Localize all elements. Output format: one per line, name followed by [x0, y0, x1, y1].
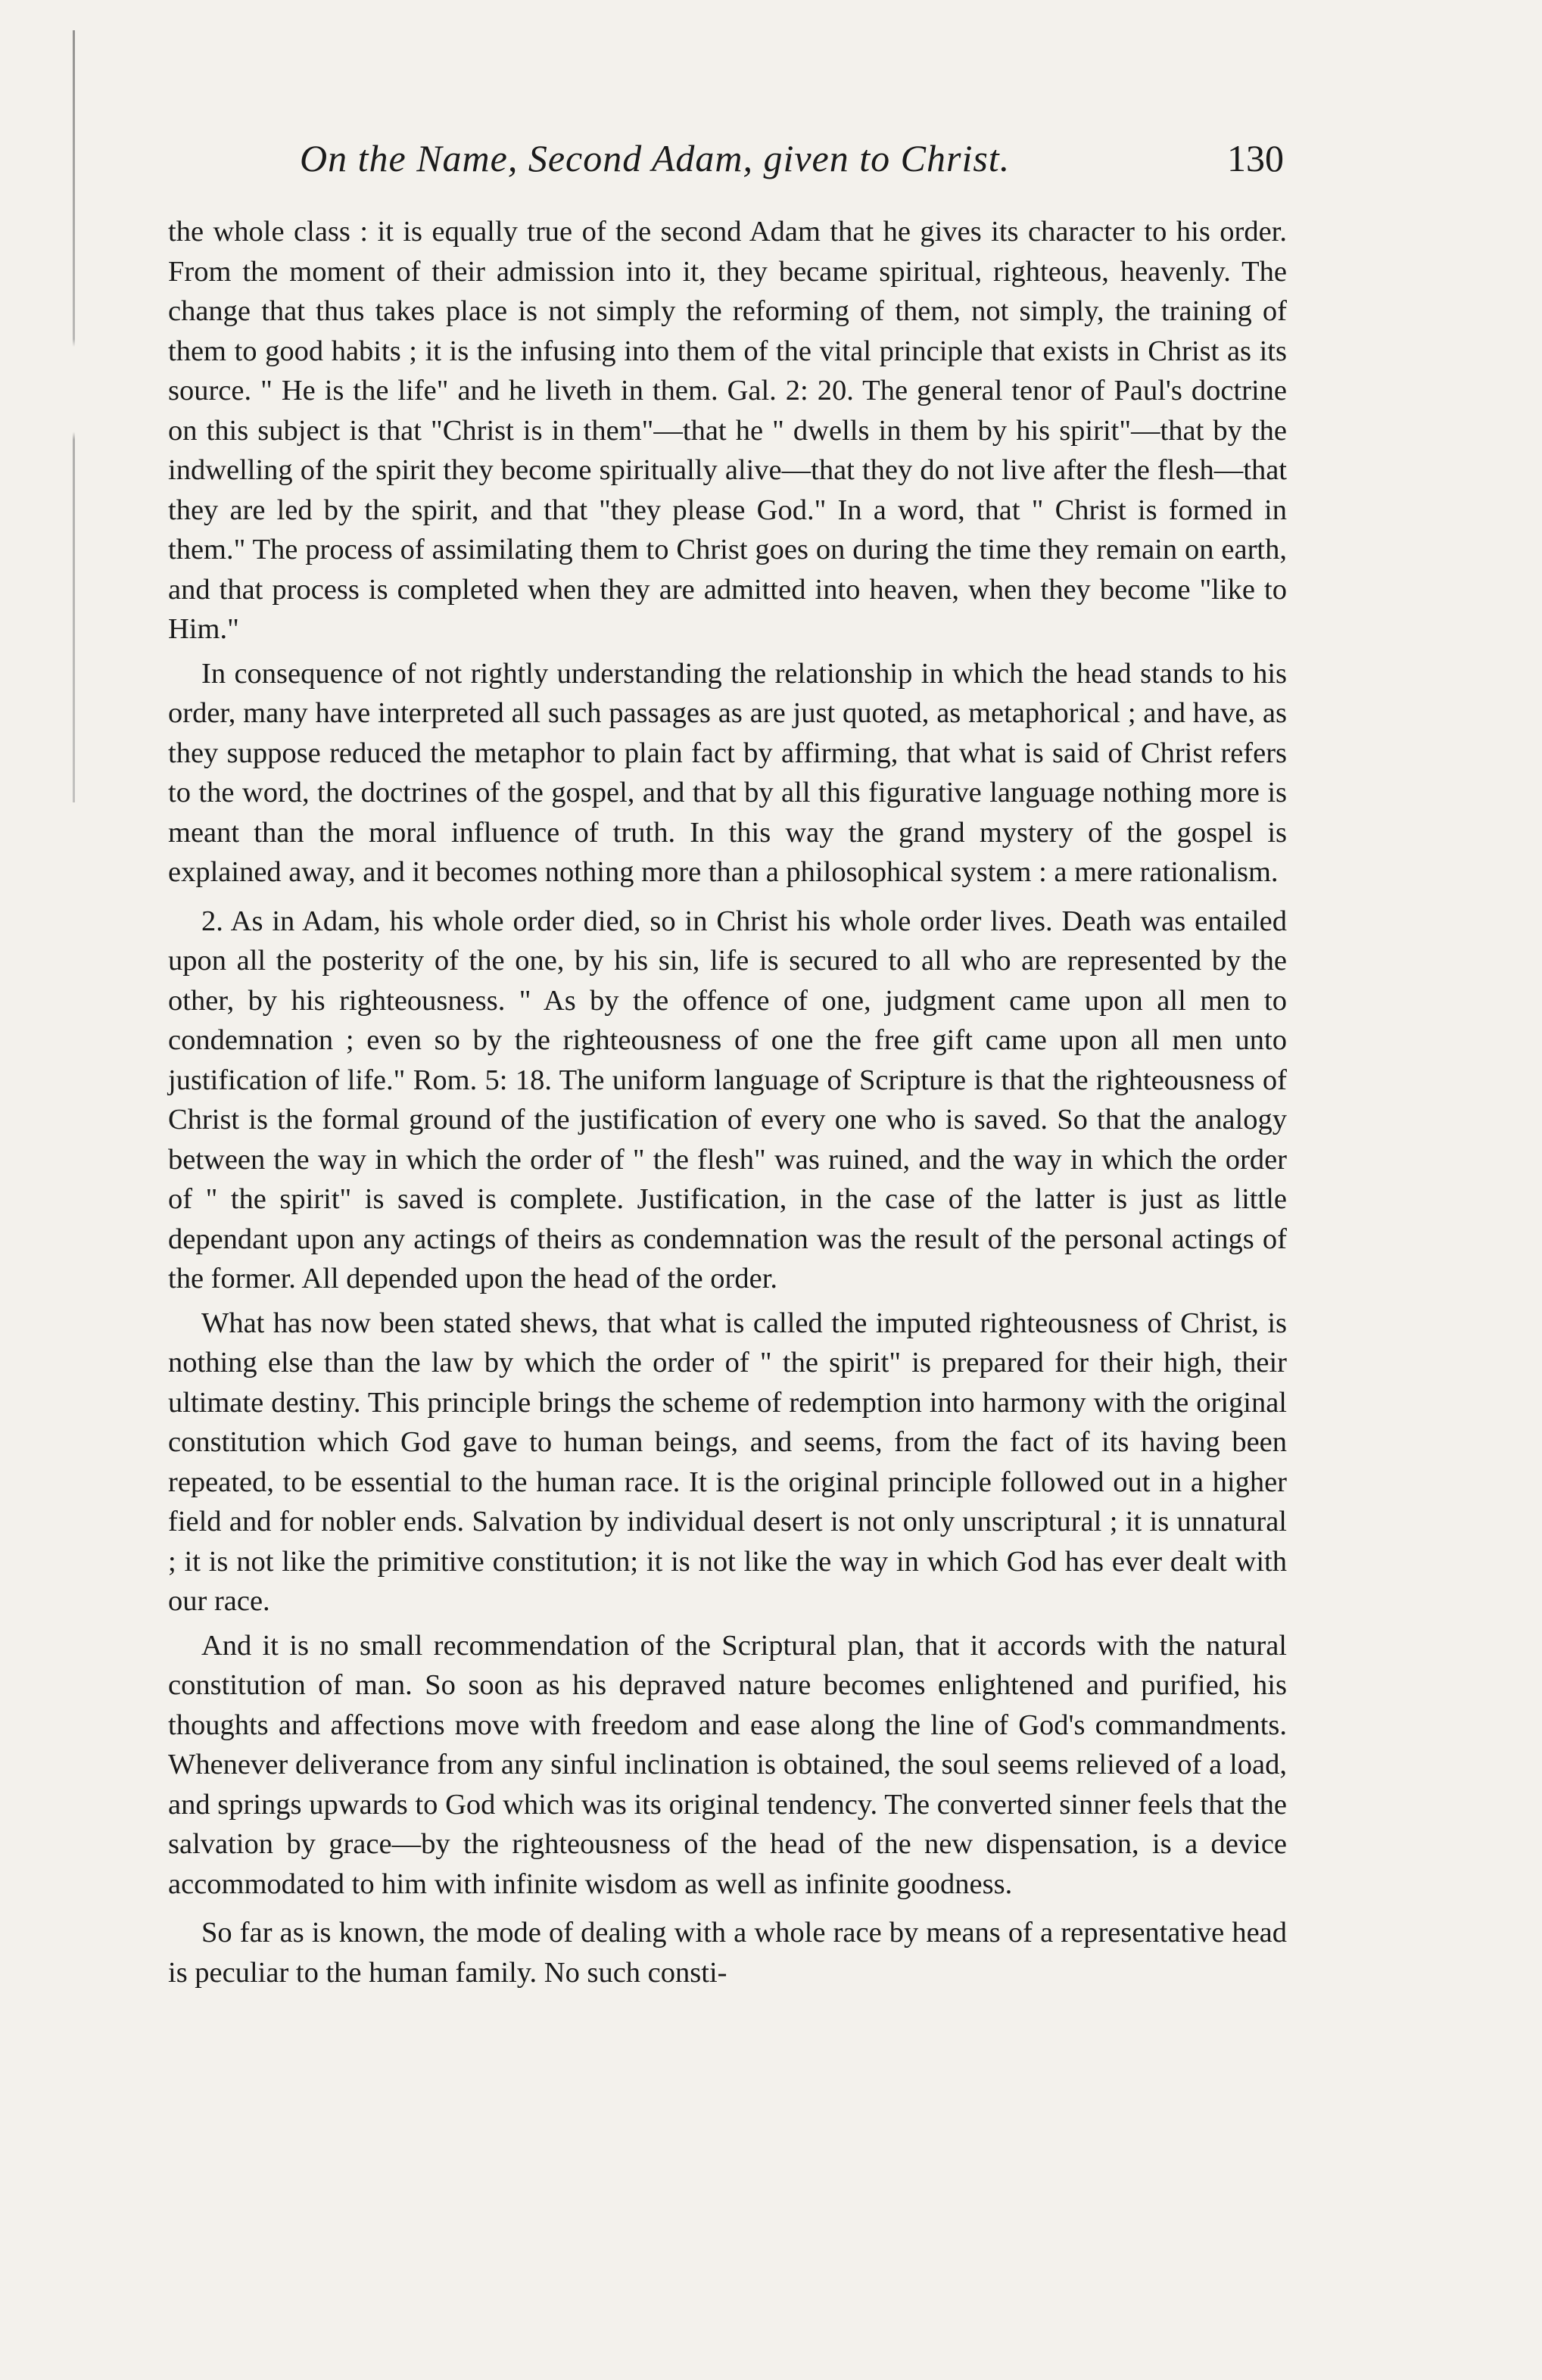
paragraph-6: So far as is known, the mode of dealing with a whole race by means of a representative head is peculiar to the human family. No such consti-	[168, 1917, 1287, 1989]
body-text	[168, 212, 1287, 1992]
paragraph-3: 2. As in Adam, his whole order died, so in Christ his whole order lives. Death was entailed upon all the posterity of the one, by his sin, life is secured to all who are represented by the other, by his righteousness. " As by the offence of one, judgment came upon all men to condemnation ; even so by the righteousness of one the free gift came upon all men unto justification of life." Rom. 5: 18. The uniform language of Scripture is that the righteousness of Christ is the formal ground of the justification of every one who is saved. So that the analogy between the way in which the order of " the flesh" was ruined, and the way in which the order of " the spirit" is saved is complete. Justification, in the case of the latter is just as little dependant upon any actings of theirs as condemnation was the result of the personal actings of the former. All depended upon the head of the order.	[168, 905, 1287, 1294]
scan-edge-mark	[73, 30, 75, 802]
paragraph-1: the whole class : it is equally true of the second Adam that he gives its character to his order. From the moment of their admission into it, they became spiritual, righteous, heavenly. The change that thus takes place is not simply the reforming of them, not simply, the training of them to good habits ; it is the infusing into them of the vital principle that exists in Christ as its source. " He is the life" and he liveth in them. Gal. 2: 20. The general tenor of Paul's doctrine on this subject is that "Christ is in them"—that he " dwells in them by his spirit"—that by the indwelling of the spirit they become spiritually alive—that they do not live after the flesh—that they are led by the spirit, and that "they please God." In a word, that " Christ is formed in them." The process of assimilating them to Christ goes on during the time they remain on earth, and that process is completed when they are admitted into heaven, when they become "like to Him."	[168, 216, 1287, 645]
paragraph-2: In consequence of not rightly understanding the relationship in which the head stands to his order, many have interpreted all such passages as are just quoted, as metaphorical ; and have, as they suppose reduced the metaphor to plain fact by affirming, that what is said of Christ refers to the word, the doctrines of the gospel, and that by all this figurative language nothing more is meant than the moral influence of truth. In this way the grand mystery of the gospel is explained away, and it becomes nothing more than a philosophical system : a mere rationalism.	[168, 657, 1287, 888]
page-header	[300, 136, 1284, 189]
page-number: 130	[1227, 137, 1284, 179]
paragraph-4: What has now been stated shews, that what is called the imputed righteousness of Christ, is nothing else than the law by which the order of " the spirit" is prepared for their high, their ultimate destiny. This principle brings the scheme of redemption into harmony with the original constitution which God gave to human beings, and seems, from the fact of its having been repeated, to be essential to the human race. It is the original principle followed out in a higher field and for nobler ends. Salvation by individual desert is not only unscriptural ; it is unnatural ; it is not like the primitive constitution; it is not like the way in which God has ever dealt with our race.	[168, 1307, 1287, 1617]
running-title: On the Name, Second Adam, given to Christ.	[300, 137, 1011, 179]
paragraph-5: And it is no small recommendation of the Scriptural plan, that it accords with the natural constitution of man. So soon as his depraved nature becomes enlightened and purified, his thoughts and affections move with freedom and ease along the line of God's commandments. Whenever deliverance from any sinful inclination is obtained, the soul seems relieved of a load, and springs upwards to God which was its original tendency. The converted sinner feels that the salvation by grace—by the righteousness of the head of the new dispensation, is a device accommodated to him with infinite wisdom as well as infinite goodness.	[168, 1629, 1287, 1900]
